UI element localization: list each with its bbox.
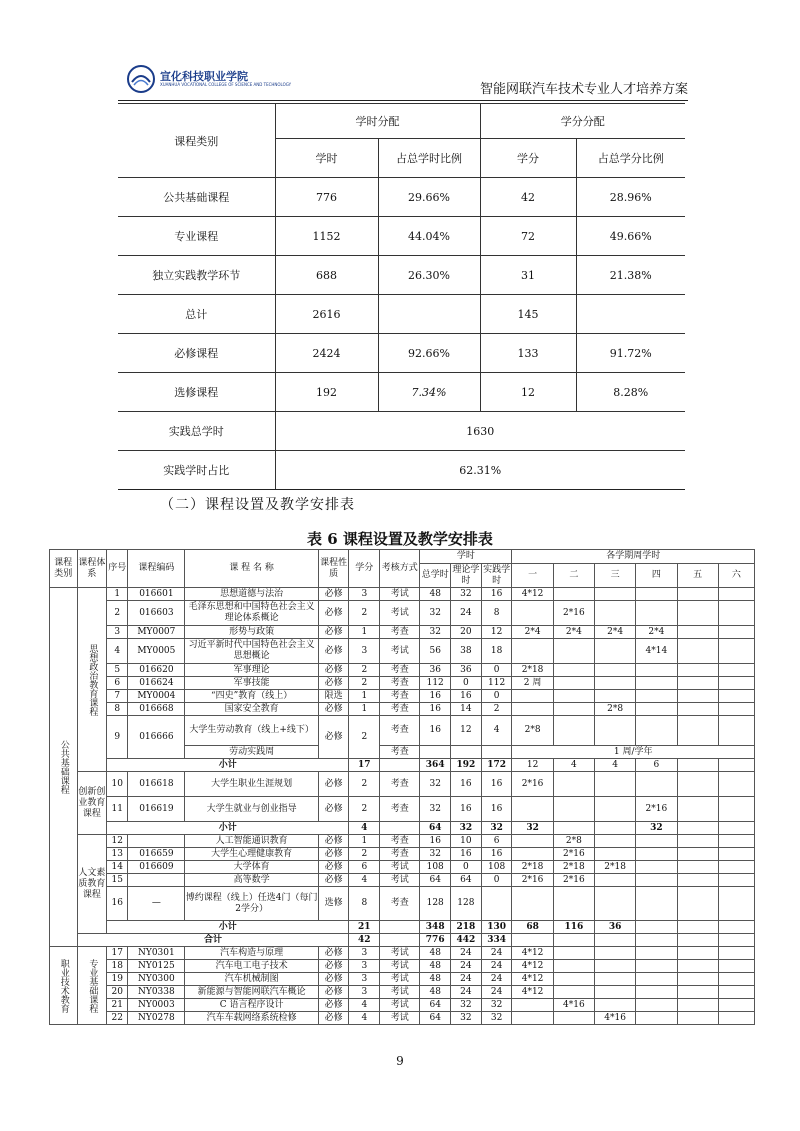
table-row: 21 NY0003 C 语言程序设计 必修 4 考试 64 32 32 4*16 — [50, 999, 755, 1012]
th-practice: 实践学时 — [483, 564, 511, 586]
practice-ratio-label: 实践学时占比 — [118, 451, 275, 490]
th-category: 课程类别 — [50, 550, 78, 588]
subtotal-row: 小计 4 64 32 32 32 32 — [50, 822, 755, 835]
th-nature: 课程性质 — [318, 550, 349, 588]
th-name: 课 程 名 称 — [185, 550, 318, 588]
header-category: 课程类别 — [118, 104, 275, 178]
header-credit-sub: 学分 — [480, 139, 576, 178]
table-row: 专业课程 1152 44.04% 72 49.66% — [118, 217, 685, 256]
table-row: 公共基础课程 思想政治教育课程 1 016601 思想道德与法治 必修 3 考试 48 32 16 4*12 — [50, 588, 755, 601]
th-term-6: 六 — [718, 564, 754, 588]
th-credit: 学分 — [349, 550, 380, 588]
category-major: 职业技术教育 — [50, 947, 78, 1025]
total-row: 合计 42 776 442 334 — [50, 934, 755, 947]
subtotal-row: 小计 21 348 218 130 68 116 36 — [50, 921, 755, 934]
th-theory: 理论学时 — [452, 564, 480, 586]
table-row: 选修课程 192 7.34% 12 8.28% — [118, 373, 685, 412]
table6-title: 表 6 课程设置及教学安排表 — [307, 530, 493, 548]
table-row: 16 — 博约课程（线上）任选4门（每门2学分） 选修 8 考查 128 128 — [50, 887, 755, 921]
practice-total: 1630 — [275, 412, 685, 451]
th-no: 序号 — [107, 550, 128, 588]
category-public: 公共基础课程 — [50, 588, 78, 947]
th-total: 总学时 — [420, 564, 451, 588]
table-row: 7 MY0004 “四史”教育（线上） 限选 1 考查 16 16 0 — [50, 690, 755, 703]
section-title: （二）课程设置及教学安排表 — [160, 497, 355, 513]
table-row: 20 NY0338 新能源与智能网联汽车概论 必修 3 考试 48 24 24 4*12 — [50, 986, 755, 999]
practice-total-label: 实践总学时 — [118, 412, 275, 451]
table-row: 独立实践教学环节 688 26.30% 31 21.38% — [118, 256, 685, 295]
table-row: 14 016609 大学体育 必修 6 考试 108 0 108 2*18 2*18 2*18 — [50, 861, 755, 874]
table-row: 8 016668 国家安全教育 必修 1 考查 16 14 2 2*8 — [50, 703, 755, 716]
table-row: 18 NY0125 汽车电工电子技术 必修 3 考试 48 24 24 4*12 — [50, 960, 755, 973]
table-row: 创新创业教育课程 10 016618 大学生职业生涯规划 必修 2 考查 32 16 16 2*16 — [50, 772, 755, 797]
table-row: 9 016666 大学生劳动教育（线上+线下） 必修 2 考查 16 12 4 2*8 — [50, 716, 755, 746]
system-innovation: 创新创业教育课程 — [77, 772, 107, 835]
table-row: 22 NY0278 汽车车载网络系统检修 必修 4 考试 64 32 32 4*16 — [50, 1012, 755, 1025]
th-term-2: 二 — [553, 564, 594, 588]
table-row: 公共基础课程 776 29.66% 42 28.96% — [118, 178, 685, 217]
header-credit-ratio: 占总学分比例 — [576, 139, 685, 178]
header-credits: 学分分配 — [480, 104, 685, 139]
header-hours-ratio: 占总学时比例 — [378, 139, 480, 178]
summary-table — [118, 103, 685, 490]
school-sub: XUANHUA VOCATIONAL COLLEGE OF SCIENCE AND TECHNOLOGY — [160, 82, 292, 87]
course-schedule-table — [49, 549, 755, 1025]
th-system: 课程体系 — [77, 550, 107, 588]
table-row: 必修课程 2424 92.66% 133 91.72% — [118, 334, 685, 373]
system-politics: 思想政治教育课程 — [77, 588, 107, 772]
th-exam: 考核方式 — [380, 550, 420, 588]
system-major: 专业基础课程 — [77, 947, 107, 1025]
table-row: 总计 2616 145 — [118, 295, 685, 334]
page-number: 9 — [396, 1054, 404, 1068]
school-name: 宣化科技职业学院 — [160, 70, 248, 83]
th-term-1: 一 — [512, 564, 553, 588]
th-weekly: 各学期周学时 — [512, 550, 755, 564]
table-row: 5 016620 军事理论 必修 2 考查 36 36 0 2*18 — [50, 664, 755, 677]
th-code: 课程编码 — [128, 550, 185, 588]
document-title: 智能网联汽车技术专业人才培养方案 — [479, 82, 688, 97]
th-hours: 学时 — [420, 550, 512, 564]
table-row: 19 NY0300 汽车机械制图 必修 3 考试 48 24 24 4*12 — [50, 973, 755, 986]
table-row: 人文素质教育课程 12 人工智能通识教育 必修 1 考查 16 10 6 2*8 — [50, 835, 755, 848]
table-row: 11 016619 大学生就业与创业指导 必修 2 考查 32 16 16 2*16 — [50, 797, 755, 822]
school-emblem-icon — [126, 64, 156, 94]
table-row: 2 016603 毛泽东思想和中国特色社会主义理论体系概论 必修 2 考试 32 24 8 2*16 — [50, 601, 755, 626]
table-row — [118, 451, 685, 490]
system-humanities: 人文素质教育课程 — [77, 835, 107, 934]
table-row — [118, 412, 685, 451]
th-term-5: 五 — [677, 564, 718, 588]
header-hours: 学时分配 — [275, 104, 480, 139]
subtotal-row: 小计 17 364 192 172 12 4 4 6 — [50, 759, 755, 772]
table-row: 13 016659 大学生心理健康教育 必修 2 考查 32 16 16 2*16 — [50, 848, 755, 861]
th-term-3: 三 — [594, 564, 635, 588]
table-row: 劳动实践周 考查 1 周/学年 — [50, 746, 755, 759]
table-row: 职业技术教育 专业基础课程 17 NY0301 汽车构造与原理 必修 3 考试 48 24 24 4*12 — [50, 947, 755, 960]
page-header — [118, 62, 688, 101]
table-row: 3 MY0007 形势与政策 必修 1 考查 32 20 12 2*4 2*4 2*4 2*4 — [50, 626, 755, 639]
table-row: 4 MY0005 习近平新时代中国特色社会主义思想概论 必修 3 考试 56 38 18 4*14 — [50, 639, 755, 664]
header-hours-sub: 学时 — [275, 139, 378, 178]
th-term-4: 四 — [636, 564, 677, 588]
table-row: 6 016624 军事技能 必修 2 考查 112 0 112 2 周 — [50, 677, 755, 690]
school-logo — [126, 64, 292, 94]
table-row: 15 高等数学 必修 4 考试 64 64 0 2*16 2*16 — [50, 874, 755, 887]
practice-ratio: 62.31% — [275, 451, 685, 490]
